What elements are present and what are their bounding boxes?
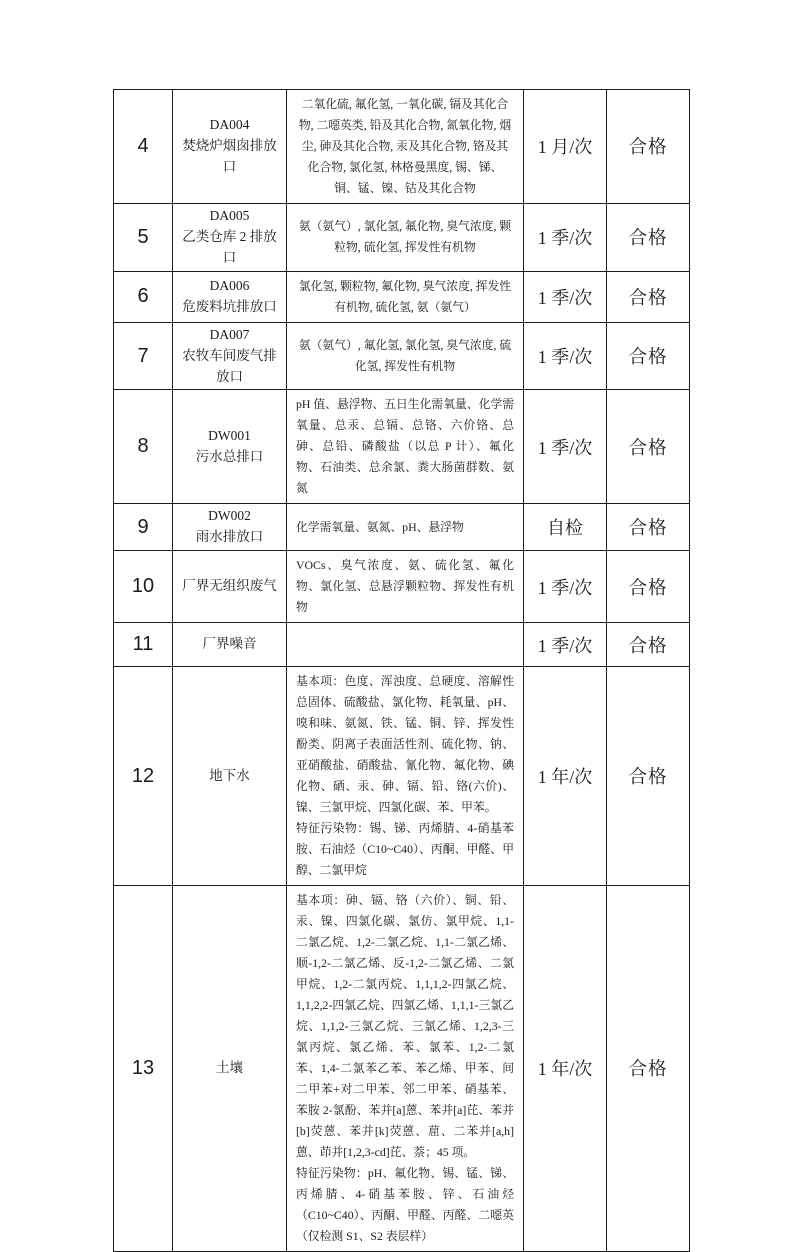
result: 合格 <box>607 203 690 271</box>
row-number: 12 <box>114 667 173 886</box>
table-row <box>114 322 690 390</box>
table-row <box>114 90 690 204</box>
row-number: 4 <box>114 90 173 204</box>
items-paragraph: 二氧化硫, 氟化氢, 一氧化碳, 镉及其化合物, 二噁英类, 铅及其化合物, 氮氧化物, 烟尘, 砷及其化合物, 汞及其化合物, 铬及其化合物, 氯化氢, 林格曼黑度, 锡、锑、铜、锰、镍、钴及其化合物 <box>298 97 512 195</box>
monitoring-point <box>173 322 287 390</box>
monitoring-items <box>287 667 524 886</box>
frequency: 1 年/次 <box>524 667 607 886</box>
monitoring-items <box>287 623 524 667</box>
monitoring-items <box>287 322 524 390</box>
table-row <box>114 504 690 551</box>
monitoring-point <box>173 90 287 204</box>
point-code: DA006 <box>209 277 250 293</box>
point-name: 雨水排放口 <box>195 529 264 545</box>
row-number: 7 <box>114 322 173 390</box>
table-row <box>114 390 690 504</box>
monitoring-items <box>287 551 524 623</box>
table-row <box>114 885 690 1251</box>
point-name: 厂界噪音 <box>202 636 257 652</box>
monitoring-point <box>173 203 287 271</box>
monitoring-point <box>173 623 287 667</box>
point-name: 焚烧炉烟囱排放口 <box>182 138 277 174</box>
monitoring-items <box>287 504 524 551</box>
row-number: 8 <box>114 390 173 504</box>
result: 合格 <box>607 504 690 551</box>
frequency: 1 月/次 <box>524 90 607 204</box>
frequency: 1 季/次 <box>524 390 607 504</box>
table-row <box>114 271 690 322</box>
result: 合格 <box>607 322 690 390</box>
point-code: DA007 <box>209 326 250 342</box>
result: 合格 <box>607 271 690 322</box>
frequency: 自检 <box>524 504 607 551</box>
point-code: DA004 <box>209 117 250 133</box>
point-code: DA005 <box>209 207 250 223</box>
items-paragraph: 基本项：砷、镉、铬（六价）、铜、铅、汞、镍、四氯化碳、氯仿、氯甲烷、1,1-二氯乙烷、1,2-二氯乙烷、1,1-二氯乙烯、顺-1,2-二氯乙烯、反-1,2-二氯乙烯、二氯甲烷、1,2-二氯丙烷、1,1,1,2-四氯乙烷、1,1,2,2-四氯乙烷、四氯乙烯、1,1,1-三氯乙烷、1,1,2-三氯乙烷、三氯乙烯、1,2,3-三氯丙烷、氯乙烯、苯、氯苯、1,2-二氯苯、1,4-二氯苯乙苯、苯乙烯、甲苯、间二甲苯+对二甲苯、邻二甲苯、硝基苯、苯胺 2-氯酚、苯并[a]蒽、苯并[a]芘、苯并[b]荧蒽、苯并[k]荧蒽、䓛、二苯并[a,h]蒽、茚并[1,2,3-cd]芘、萘；45 项。 <box>296 892 514 1159</box>
monitoring-point <box>173 504 287 551</box>
point-name: 厂界无组织废气 <box>182 578 277 594</box>
table-row <box>114 623 690 667</box>
document-page <box>113 89 690 1252</box>
frequency: 1 季/次 <box>524 322 607 390</box>
monitoring-point <box>173 667 287 886</box>
table-row <box>114 203 690 271</box>
row-number: 10 <box>114 551 173 623</box>
frequency: 1 年/次 <box>524 885 607 1251</box>
monitoring-point <box>173 271 287 322</box>
frequency: 1 季/次 <box>524 623 607 667</box>
frequency: 1 季/次 <box>524 551 607 623</box>
row-number: 11 <box>114 623 173 667</box>
result: 合格 <box>607 90 690 204</box>
point-name: 地下水 <box>209 767 250 783</box>
frequency: 1 季/次 <box>524 203 607 271</box>
items-paragraph: 基本项：色度、浑浊度、总硬度、溶解性总固体、硫酸盐、氯化物、耗氧量、pH、嗅和味、氨氮、铁、锰、铜、锌、挥发性酚类、阴离子表面活性剂、硫化物、钠、亚硝酸盐、硝酸盐、氰化物、氟化物、碘化物、硒、汞、砷、镉、铅、铬(六价)、镍、三氯甲烷、四氯化碳、苯、甲苯。 <box>296 674 514 815</box>
table-row <box>114 551 690 623</box>
point-name: 土壤 <box>216 1059 243 1075</box>
items-paragraph: pH 值、悬浮物、五日生化需氧量、化学需氧量、总汞、总镉、总铬、六价铬、总砷、总铅、磷酸盐（以总 P 计）、氟化物、石油类、总余氯、粪大肠菌群数、氨氮 <box>296 397 514 496</box>
items-paragraph: 氨（氨气）, 氟化氢, 氯化氢, 臭气浓度, 硫化氢, 挥发性有机物 <box>298 338 512 374</box>
monitoring-items <box>287 885 524 1251</box>
result: 合格 <box>607 390 690 504</box>
row-number: 9 <box>114 504 173 551</box>
point-name: 农牧车间废气排放口 <box>182 347 277 384</box>
point-code: DW001 <box>208 427 251 443</box>
monitoring-items <box>287 90 524 204</box>
result: 合格 <box>607 551 690 623</box>
monitoring-items <box>287 203 524 271</box>
monitoring-items <box>287 271 524 322</box>
table-row <box>114 667 690 886</box>
result: 合格 <box>607 667 690 886</box>
items-paragraph: 特征污染物：锡、锑、丙烯腈、4-硝基苯胺、石油烃（C10~C40）、丙酮、甲醛、甲醇、二氯甲烷 <box>296 821 514 877</box>
items-paragraph: 氨（氨气）, 氯化氢, 氟化物, 臭气浓度, 颗粒物, 硫化氢, 挥发性有机物 <box>298 219 512 255</box>
monitoring-point <box>173 390 287 504</box>
monitoring-point <box>173 885 287 1251</box>
monitoring-point <box>173 551 287 623</box>
point-name: 乙类仓库 2 排放口 <box>182 228 277 265</box>
row-number: 13 <box>114 885 173 1251</box>
row-number: 5 <box>114 203 173 271</box>
point-name: 污水总排口 <box>195 448 264 464</box>
monitoring-table <box>113 89 690 1252</box>
point-name: 危废料坑排放口 <box>182 298 277 314</box>
frequency: 1 季/次 <box>524 271 607 322</box>
items-paragraph: 化学需氧量、氨氮、pH、悬浮物 <box>296 519 464 534</box>
monitoring-items <box>287 390 524 504</box>
row-number: 6 <box>114 271 173 322</box>
items-paragraph: 特征污染物：pH、氟化物、锡、锰、锑、丙烯腈、4-硝基苯胺、锌、石油烃（C10~C40）、丙酮、甲醛、丙醛、二噁英（仅检测 S1、S2 表层样） <box>296 1165 514 1243</box>
items-paragraph: VOCs、臭气浓度、氨、硫化氢、氟化物、氯化氢、总悬浮颗粒物、挥发性有机物 <box>296 558 514 615</box>
items-paragraph: 氯化氢, 颗粒物, 氟化物, 臭气浓度, 挥发性有机物, 硫化氢, 氨（氨气） <box>298 278 512 314</box>
result: 合格 <box>607 885 690 1251</box>
result: 合格 <box>607 623 690 667</box>
point-code: DW002 <box>208 508 251 524</box>
